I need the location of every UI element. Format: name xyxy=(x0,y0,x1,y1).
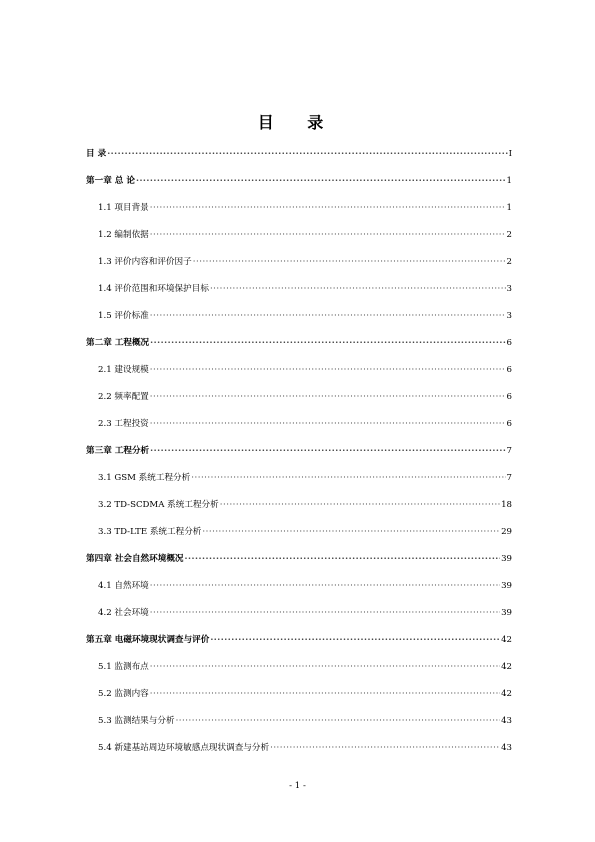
toc-entry[interactable] xyxy=(98,659,512,673)
toc-entry[interactable] xyxy=(98,416,512,430)
toc-entry-page: 7 xyxy=(506,473,512,483)
toc-entry-page: 18 xyxy=(501,500,512,510)
toc-entry[interactable] xyxy=(98,254,512,268)
toc-leader-dots xyxy=(193,256,506,268)
toc-entry-label: 第二章 工程概况 xyxy=(86,338,150,348)
toc-leader-dots xyxy=(270,742,500,754)
toc-entry-label: 第五章 电磁环境现状调查与评价 xyxy=(86,635,210,645)
toc-entry-page: 42 xyxy=(501,662,512,672)
toc-leader-dots xyxy=(150,580,500,592)
toc-entry[interactable] xyxy=(98,362,512,376)
toc-entry-page: 42 xyxy=(501,689,512,699)
toc-entry-page: 2 xyxy=(506,257,512,267)
toc-entry-label: 5.3 监测结果与分析 xyxy=(98,716,175,726)
toc-entry-label: 目 录 xyxy=(86,149,107,159)
toc-entry-label: 4.2 社会环境 xyxy=(98,608,149,618)
toc-entry[interactable] xyxy=(86,443,512,457)
toc-leader-dots xyxy=(150,202,506,214)
toc-entry-label: 2.3 工程投资 xyxy=(98,419,149,429)
toc-entry-page: 39 xyxy=(501,608,512,618)
toc-entry-label: 第四章 社会自然环境概况 xyxy=(86,554,184,564)
toc-leader-dots xyxy=(150,391,506,403)
toc-entry-label: 1.4 评价范围和环境保护目标 xyxy=(98,284,209,294)
toc-entry[interactable] xyxy=(98,578,512,592)
toc-entry-label: 5.2 监测内容 xyxy=(98,689,149,699)
toc-leader-dots xyxy=(191,472,505,484)
toc-entry-label: 1.5 评价标准 xyxy=(98,311,149,321)
toc-entry[interactable] xyxy=(98,740,512,754)
toc-entry-page: 42 xyxy=(501,635,512,645)
toc-entry-page: 43 xyxy=(501,743,512,753)
toc-entry[interactable] xyxy=(86,173,512,187)
toc-entry-page: 1 xyxy=(506,203,512,213)
toc-entry-page: 6 xyxy=(506,365,512,375)
toc-entry-label: 3.2 TD-SCDMA 系统工程分析 xyxy=(98,500,219,510)
toc-entry-label: 5.4 新建基站周边环境敏感点现状调查与分析 xyxy=(98,743,270,753)
toc-leader-dots xyxy=(150,229,506,241)
toc-leader-dots xyxy=(176,715,501,727)
toc-entry[interactable] xyxy=(98,227,512,241)
toc-leader-dots xyxy=(185,553,501,565)
toc-entry[interactable] xyxy=(98,470,512,484)
toc-leader-dots xyxy=(150,337,505,349)
toc-entry[interactable] xyxy=(98,605,512,619)
toc-entry[interactable] xyxy=(86,632,512,646)
toc-entry-page: 6 xyxy=(506,338,512,348)
toc-leader-dots xyxy=(150,418,506,430)
toc-entry-label: 5.1 监测布点 xyxy=(98,662,149,672)
toc-entry[interactable] xyxy=(98,524,512,538)
toc-entry-label: 2.2 频率配置 xyxy=(98,392,149,402)
toc-entry[interactable] xyxy=(98,281,512,295)
page-title: 目 录 xyxy=(257,113,338,132)
toc-entry-label: 1.2 编制依据 xyxy=(98,230,149,240)
toc-entry[interactable] xyxy=(98,497,512,511)
toc-entry-label: 1.1 项目背景 xyxy=(98,203,149,213)
toc-leader-dots xyxy=(210,283,506,295)
toc-entry[interactable] xyxy=(98,389,512,403)
toc-leader-dots xyxy=(202,526,500,538)
toc-entry[interactable] xyxy=(86,335,512,349)
toc-entry[interactable] xyxy=(98,308,512,322)
toc-entry-page: 43 xyxy=(501,716,512,726)
toc-entry-page: 39 xyxy=(501,581,512,591)
toc-entry-label: 3.1 GSM 系统工程分析 xyxy=(98,473,191,483)
toc-entry-page: 6 xyxy=(506,419,512,429)
toc-entry-label: 第一章 总 论 xyxy=(86,176,135,186)
toc-entry-page: 39 xyxy=(501,554,512,564)
toc-leader-dots xyxy=(150,445,505,457)
toc-entry-label: 3.3 TD-LTE 系统工程分析 xyxy=(98,527,202,537)
toc-entry-page: I xyxy=(508,149,512,159)
toc-entry[interactable] xyxy=(98,200,512,214)
toc-entry-label: 第三章 工程分析 xyxy=(86,446,150,456)
toc-leader-dots xyxy=(210,634,500,646)
toc-leader-dots xyxy=(150,310,506,322)
toc-entry[interactable] xyxy=(98,686,512,700)
toc-entry-page: 7 xyxy=(506,446,512,456)
page-number-footer: - 1 - xyxy=(289,781,306,791)
toc-entry-page: 29 xyxy=(501,527,512,537)
toc-entry[interactable] xyxy=(86,146,512,160)
toc-entry-page: 3 xyxy=(506,284,512,294)
toc-entry-page: 3 xyxy=(506,311,512,321)
toc-leader-dots xyxy=(150,364,506,376)
toc-leader-dots xyxy=(150,607,500,619)
toc-entry-page: 1 xyxy=(506,176,512,186)
toc-entry-label: 1.3 评价内容和评价因子 xyxy=(98,257,192,267)
toc-leader-dots xyxy=(107,148,507,160)
toc-entry[interactable] xyxy=(86,551,512,565)
toc-leader-dots xyxy=(150,661,500,673)
toc-entry-label: 2.1 建设规模 xyxy=(98,365,149,375)
toc-entry-label: 4.1 自然环境 xyxy=(98,581,149,591)
toc-leader-dots xyxy=(136,175,506,187)
toc-leader-dots xyxy=(150,688,500,700)
toc-leader-dots xyxy=(220,499,500,511)
toc-entry-page: 6 xyxy=(506,392,512,402)
toc-entry[interactable] xyxy=(98,713,512,727)
toc-entry-page: 2 xyxy=(506,230,512,240)
